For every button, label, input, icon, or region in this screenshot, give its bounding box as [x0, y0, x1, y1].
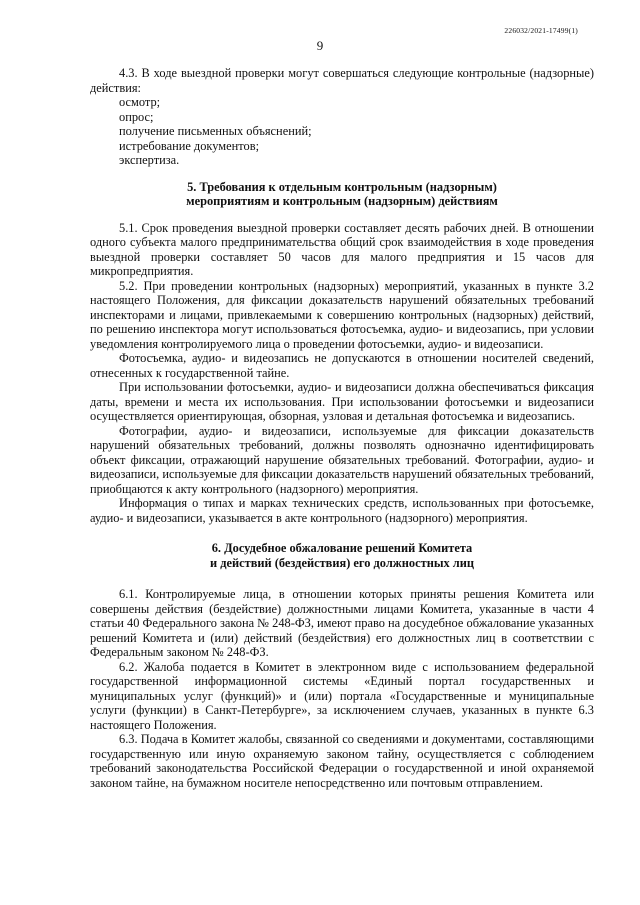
paragraph-4-3: 4.3. В ходе выездной проверки могут совершаться следующие контрольные (надзорные) действия:	[90, 66, 594, 95]
section-6-title-line2: и действий (бездействия) его должностных лиц	[209, 555, 475, 570]
paragraph-6-3: 6.3. Подача в Комитет жалобы, связанной со сведениями и документами, составляющими государственную или иную охраняемую законом тайну, осуществляется с соблюдением требований законодательства Российской Федерации о государственной и иной охраняемой законом тайне, на бумажном носителе непосредственно или почтовым отправлением.	[90, 732, 594, 790]
paragraph: Фотосъемка, аудио- и видеозапись не допускаются в отношении носителей сведений, отнесенных к государственной тайне.	[90, 351, 594, 380]
registration-number: 226032/2021-17499(1)	[504, 26, 578, 35]
paragraph-5-2: 5.2. При проведении контрольных (надзорных) мероприятий, указанных в пункте 3.2 настоящего Положения, для фиксации доказательств нарушений обязательных требований инспекторами и лицами, привлекаемыми к совершению контрольных (надзорных) действий, по решению инспектора могут использоваться фотосъемка, аудио- и видеозапись, при условии уведомления контролируемого лица о проведении фотосъемки, аудио- и видеозаписи.	[90, 278, 594, 351]
list-item: осмотр;	[119, 95, 161, 109]
paragraph-5-1: 5.1. Срок проведения выездной проверки составляет десять рабочих дней. В отношении одного субъекта малого предпринимательства общий срок взаимодействия в ходе проведения выездной проверки составляет 50 часов для малого предприятия и 15 часов для микропредприятия.	[90, 220, 594, 278]
list-item: получение письменных объяснений;	[119, 124, 312, 138]
section-6-title-line1: 6. Досудебное обжалование решений Комитета	[211, 541, 473, 555]
section-5-title-line1: 5. Требования к отдельным контрольным (надзорным)	[187, 179, 497, 194]
paragraph-6-2: 6.2. Жалоба подается в Комитет в электронном виде с использованием федеральной государственной информационной системы «Единый портал государственных и муниципальных услуг (функций)» и (или) портала «Государственные и муниципальные услуги (функции) в Санкт-Петербурге», за исключением случаев, указанных в пункте 6.3 настоящего Положения.	[90, 659, 594, 732]
section-5-heading	[90, 180, 594, 209]
section-6-heading	[90, 541, 594, 570]
paragraph: Информация о типах и марках технических средств, использованных при фотосъемке, аудио- и видеозаписи, указывается в акте контрольного (надзорного) мероприятия.	[90, 496, 594, 525]
list-item: истребование документов;	[119, 138, 260, 153]
list-item: экспертиза.	[119, 153, 180, 167]
page-number: 9	[316, 38, 324, 53]
paragraph-6-1: 6.1. Контролируемые лица, в отношении которых приняты решения Комитета или совершены действия (бездействие) должностными лицами Комитета, указанные в части 4 статьи 40 Федерального закона № 248-ФЗ, имеют право на досудебное обжалование указанных решений Комитета и (или) действий (бездействия) его должностных лиц в соответствии с Федеральным законом № 248-ФЗ.	[90, 587, 594, 659]
paragraph: При использовании фотосъемки, аудио- и видеозаписи должна обеспечиваться фиксация даты, времени и места их использования. При использовании фотосъемки и видеозаписи осуществляется ориентирующая, обзорная, узловая и детальная фотосъемка и видеозапись.	[90, 380, 594, 423]
document-body	[90, 66, 594, 790]
paragraph: Фотографии, аудио- и видеозаписи, используемые для фиксации доказательств нарушений обязательных требований, должны позволять однозначно идентифицировать объект фиксации, отражающий нарушение обязательных требований. Фотографии, аудио- и видеозаписи, используемые для фиксации доказательств нарушений обязательных требований, приобщаются к акту контрольного (надзорного) мероприятия.	[90, 423, 594, 496]
list-item: опрос;	[119, 109, 154, 124]
section-5-title-line2: мероприятиям и контрольным (надзорным) действиям	[186, 194, 498, 208]
